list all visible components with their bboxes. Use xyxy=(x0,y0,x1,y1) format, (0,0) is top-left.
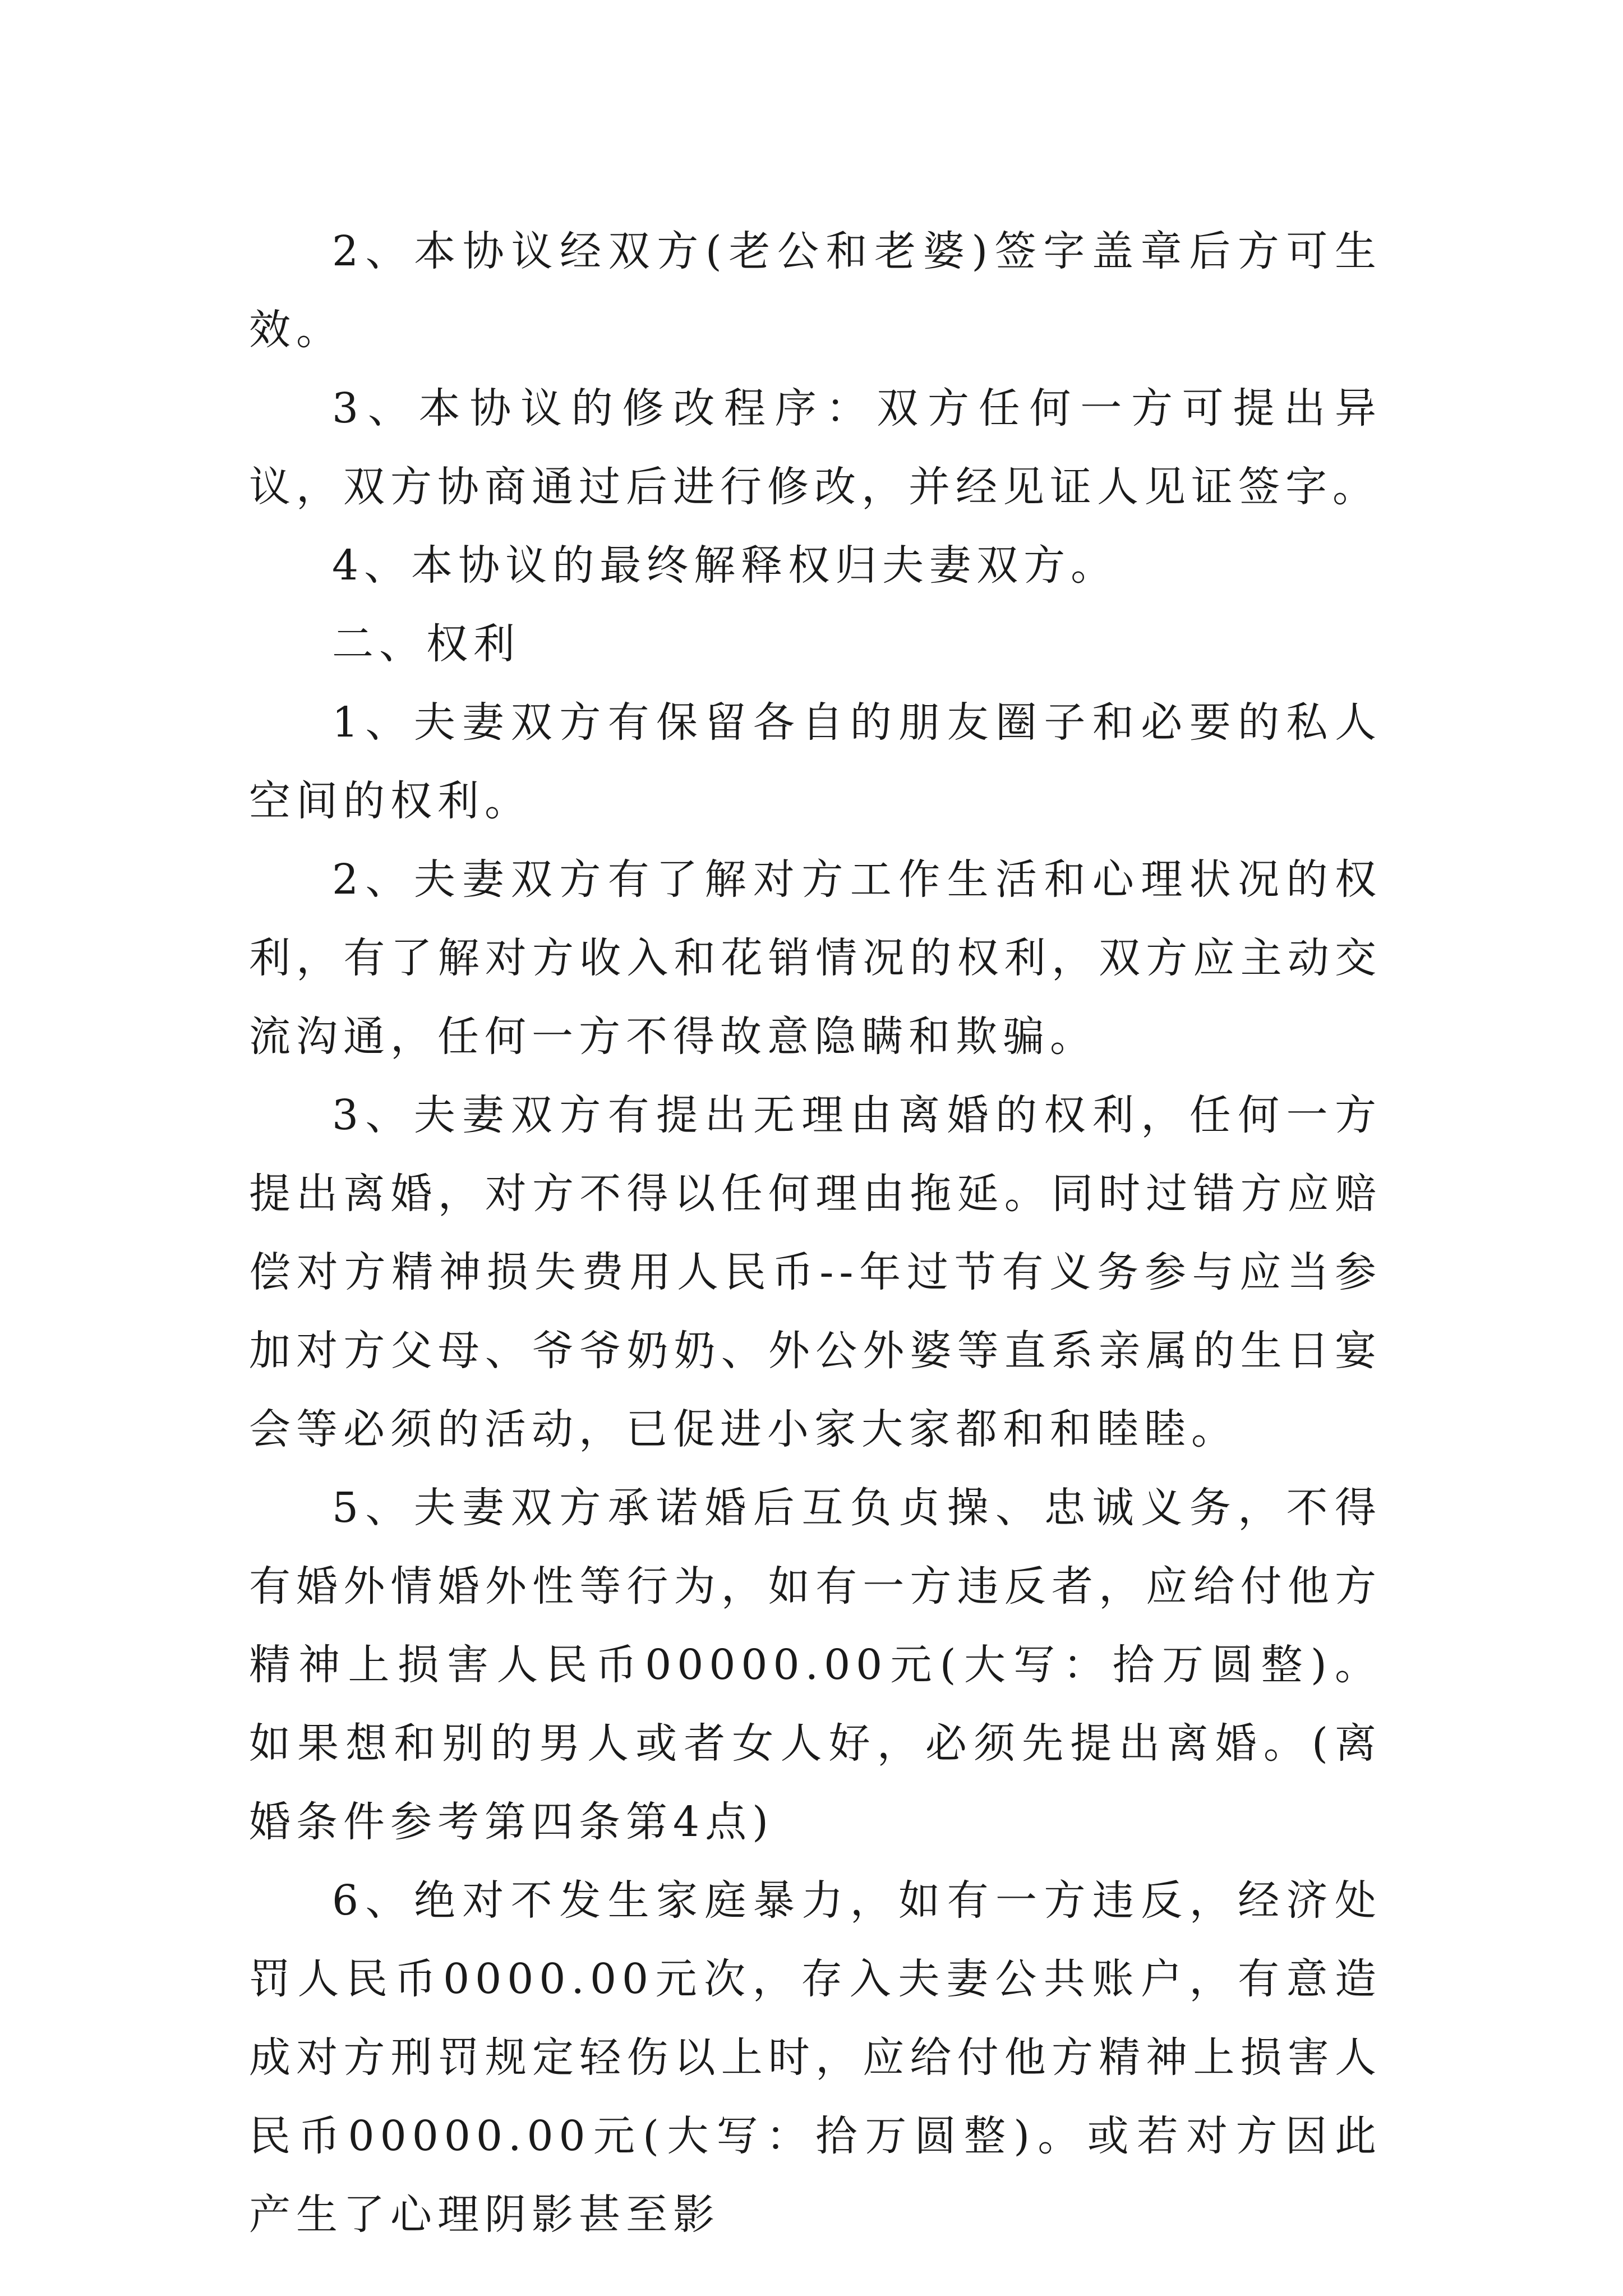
clause-final-interpretation: 4、本协议的最终解释权归夫妻双方。 xyxy=(332,541,1118,590)
rights-clause-5: 5、夫妻双方承诺婚后互负贞操、忠诚义务，不得有婚外情婚外性等行为，如有一方违反者，应给付他方精神上损害人民币00000.00元(大写：拾万圆整)。如果想和别的男人或者女人好，必须先提出离婚。(离婚条件参考第四条第4点) xyxy=(249,1484,1382,1846)
document-body xyxy=(249,212,1382,2254)
rights-clause-2: 2、夫妻双方有了解对方工作生活和心理状况的权利，有了解对方收入和花销情况的权利，双方应主动交流沟通，任何一方不得故意隐瞒和欺骗。 xyxy=(249,855,1382,1061)
clause-amendment-procedure: 3、本协议的修改程序：双方任何一方可提出异议，双方协商通过后进行修改，并经见证人见证签字。 xyxy=(249,384,1382,511)
section-heading-rights: 二、权利 xyxy=(332,620,520,668)
rights-clause-3: 3、夫妻双方有提出无理由离婚的权利，任何一方提出离婚，对方不得以任何理由拖延。同时过错方应赔偿对方精神损失费用人民币--年过节有义务参与应当参加对方父母、爷爷奶奶、外公外婆等直系亲属的生日宴会等必须的活动，已促进小家大家都和和睦睦。 xyxy=(249,1091,1382,1453)
rights-clause-1: 1、夫妻双方有保留各自的朋友圈子和必要的私人空间的权利。 xyxy=(249,698,1382,825)
rights-clause-6: 6、绝对不发生家庭暴力，如有一方违反，经济处罚人民币0000.00元次，存入夫妻公共账户，有意造成对方刑罚规定轻伤以上时，应给付他方精神上损害人民币00000.00元(大写：拾万圆整)。或若对方因此产生了心理阴影甚至影 xyxy=(249,1876,1382,2239)
clause-effective-upon-signing: 2、本协议经双方(老公和老婆)签字盖章后方可生效。 xyxy=(249,227,1382,354)
